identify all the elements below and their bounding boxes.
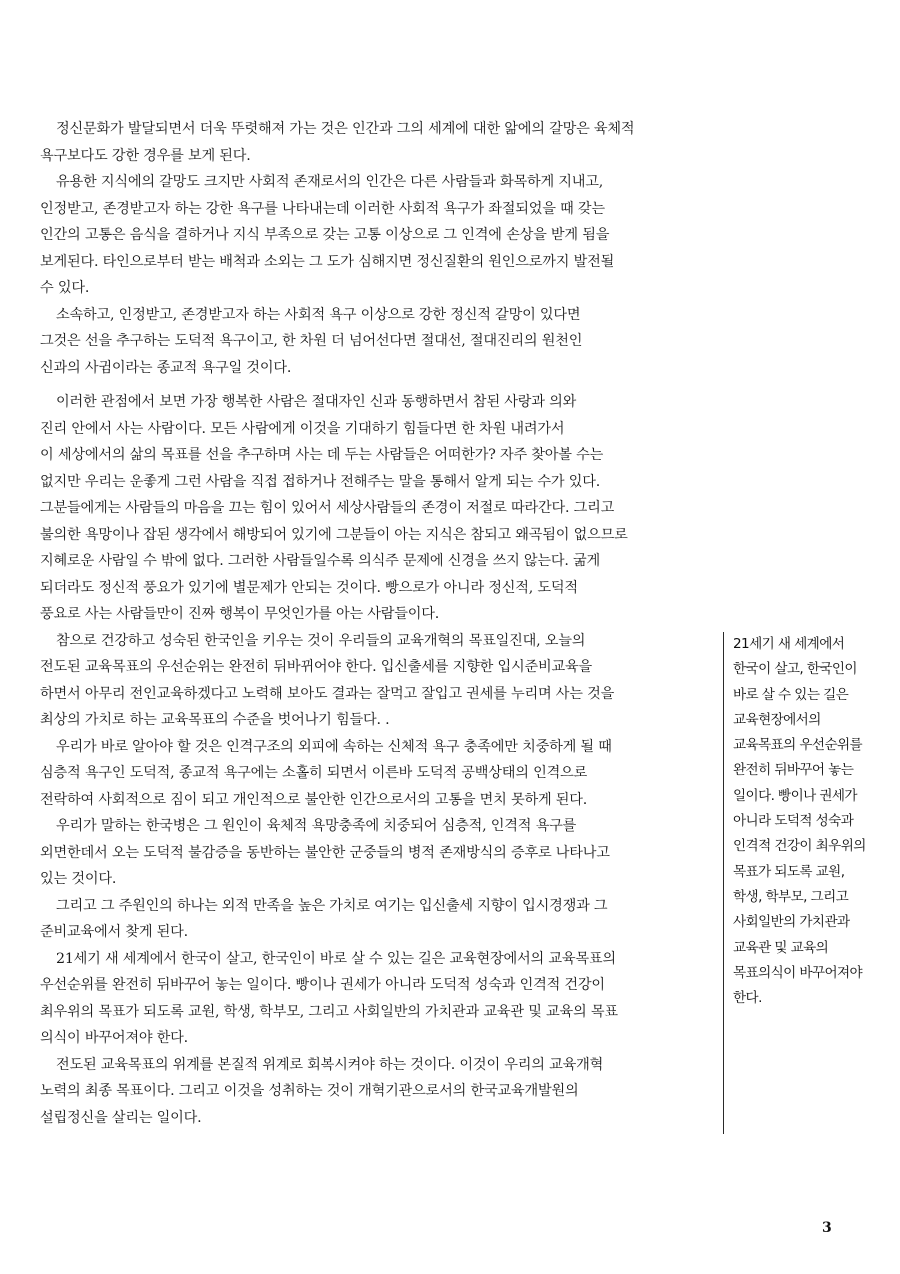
sidebar-line: 교육현장에서의 <box>733 711 821 728</box>
paragraph <box>40 946 720 1052</box>
text-line: 그분들에게는 사람들의 마음을 끄는 힘이 있어서 세상사람들의 존경이 저절로 따라간다. 그리고 <box>40 500 615 516</box>
text-line: 풍요로 사는 사람들만이 진짜 행복이 무엇인가를 아는 사람들이다. <box>40 606 440 622</box>
sidebar-line: 바로 살 수 있는 길은 <box>733 686 849 703</box>
text-line: 준비교육에서 찾게 된다. <box>40 924 188 940</box>
paragraph <box>40 1052 720 1132</box>
text-line: 유용한 지식에의 갈망도 크지만 사회적 존재로서의 인간은 다른 사람들과 화목하게 지내고, <box>56 174 604 190</box>
sidebar-line: 목표가 되도록 교원, <box>733 863 845 880</box>
paragraph <box>40 734 720 814</box>
text-line: 참으로 건강하고 성숙된 한국인을 키우는 것이 우리들의 교육개혁의 목표일진대, 오늘의 <box>56 632 586 649</box>
text-line: 진리 안에서 사는 사람이다. 모든 사람에게 이것을 기대하기 힘들다면 한 차원 내려가서 <box>40 420 565 437</box>
text-line: 우선순위를 완전히 뒤바꾸어 놓는 일이다. 빵이나 권세가 아니라 도덕적 성숙과 인격적 건강이 <box>40 977 605 993</box>
sidebar-line: 교육목표의 우선순위를 <box>733 737 863 754</box>
text-line: 되더라도 정신적 풍요가 있기에 별문제가 안되는 것이다. 빵으로가 아니라 정신적, 도덕적 <box>40 579 578 596</box>
sidebar-line: 한국이 살고, 한국인이 <box>733 661 857 678</box>
text-line: 인정받고, 존경받고자 하는 강한 욕구를 나타내는데 이러한 사회적 욕구가 좌절되었을 때 갖는 <box>40 200 605 217</box>
text-line: 의식이 바꾸어져야 한다. <box>40 1030 188 1046</box>
text-line: 21세기 새 세계에서 한국이 살고, 한국인이 바로 살 수 있는 길은 교육현장에서의 교육목표의 <box>56 950 616 967</box>
text-line: 지혜로운 사람일 수 밖에 없다. 그러한 사람들일수록 의식주 문제에 신경을 쓰지 않는다. 굶게 <box>40 553 601 569</box>
sidebar-line: 완전히 뒤바꾸어 놓는 <box>733 762 854 779</box>
page-number: 3 <box>822 1220 832 1236</box>
sidebar-line: 목표의식이 바꾸어져야 <box>733 964 863 981</box>
text-line: 있는 것이다. <box>40 871 117 887</box>
sidebar-line: 한다. <box>733 990 762 1007</box>
pull-quote-sidebar <box>733 632 883 1011</box>
text-line: 불의한 욕망이나 잡된 생각에서 해방되어 있기에 그분들이 아는 지식은 참되고 왜곡됨이 없으므로 <box>40 526 628 543</box>
text-line: 인간의 고통은 음식을 결하거나 지식 부족으로 갖는 고통 이상으로 그 인격에 손상을 받게 됨을 <box>40 227 610 243</box>
sidebar-line: 일이다. 빵이나 권세가 <box>733 787 857 804</box>
paragraph <box>40 302 720 382</box>
text-line: 이러한 관점에서 보면 가장 행복한 사람은 절대자인 신과 동행하면서 참된 사랑과 의와 <box>56 394 577 410</box>
sidebar-line: 교육관 및 교육의 <box>733 939 829 956</box>
sidebar-line: 사회일반의 가치관과 <box>733 914 850 931</box>
text-line: 그것은 선을 추구하는 도덕적 욕구이고, 한 차원 더 넘어선다면 절대선, 절대진리의 원천인 <box>40 333 583 349</box>
text-line: 설립정신을 살리는 일이다. <box>40 1109 202 1126</box>
text-line: 소속하고, 인정받고, 존경받고자 하는 사회적 욕구 이상으로 강한 정신적 갈망이 있다면 <box>56 306 581 323</box>
sidebar-line: 21세기 새 세계에서 <box>733 636 845 652</box>
paragraph <box>40 628 720 734</box>
text-line: 정신문화가 발달되면서 더욱 뚜렷해져 가는 것은 인간과 그의 세계에 대한 앎에의 갈망은 육체적 <box>56 121 635 137</box>
text-line: 외면한데서 오는 도덕적 불감증을 동반하는 불안한 군중들의 병적 존재방식의 증후로 나타나고 <box>40 844 610 861</box>
paragraph <box>40 169 720 302</box>
paragraph <box>40 116 720 169</box>
text-line: 보게된다. 타인으로부터 받는 배척과 소외는 그 도가 심해지면 정신질환의 원인으로까지 발전될 <box>40 253 615 270</box>
body-text <box>40 116 720 1131</box>
sidebar-line: 아니라 도덕적 성숙과 <box>733 813 854 830</box>
text-line: 욕구보다도 강한 경우를 보게 된다. <box>40 147 251 164</box>
text-line: 우리가 바로 알아야 할 것은 인격구조의 외피에 속하는 신체적 욕구 충족에만 치중하게 될 때 <box>56 738 612 755</box>
text-line: 우리가 말하는 한국병은 그 원인이 육체적 욕망충족에 치중되어 심층적, 인격적 욕구를 <box>56 818 577 834</box>
text-line: 최우위의 목표가 되도록 교원, 학생, 학부모, 그리고 사회일반의 가치관과 교육관 및 교육의 목표 <box>40 1003 618 1020</box>
text-line: 전락하여 사회적으로 짐이 되고 개인적으로 불안한 인간으로서의 고통을 면치 못하게 된다. <box>40 791 588 808</box>
sidebar-divider <box>723 632 724 1134</box>
text-line: 하면서 아무리 전인교육하겠다고 노력해 보아도 결과는 잘먹고 잘입고 권세를 누리며 사는 것을 <box>40 685 615 702</box>
paragraph <box>40 813 720 893</box>
text-line: 노력의 최종 목표이다. 그리고 이것을 성취하는 것이 개혁기관으로서의 한국교육개발원의 <box>40 1083 579 1099</box>
text-line: 이 세상에서의 삶의 목표를 선을 추구하며 사는 데 두는 사람들은 어떠한가? 자주 찾아볼 수는 <box>40 447 604 463</box>
text-line: 전도된 교육목표의 우선순위는 완전히 뒤바뀌어야 한다. 입신출세를 지향한 입시준비교육을 <box>40 659 592 675</box>
text-line: 신과의 사귐이라는 종교적 욕구일 것이다. <box>40 359 292 376</box>
paragraph <box>40 893 720 946</box>
sidebar-line: 인격적 건강이 최우위의 <box>733 838 866 855</box>
text-line: 없지만 우리는 운좋게 그런 사람을 직접 접하거나 전해주는 말을 통해서 알게 되는 수가 있다. <box>40 473 601 490</box>
text-line: 최상의 가치로 하는 교육목표의 수준을 벗어나기 힘들다. . <box>40 712 390 728</box>
text-line: 그리고 그 주원인의 하나는 외적 만족을 높은 가치로 여기는 입신출세 지향이 입시경쟁과 그 <box>56 897 608 914</box>
text-line: 수 있다. <box>40 280 90 296</box>
text-line: 심층적 욕구인 도덕적, 종교적 욕구에는 소홀히 되면서 이른바 도덕적 공백상태의 인격으로 <box>40 765 588 781</box>
paragraph <box>40 389 720 628</box>
sidebar-line: 학생, 학부모, 그리고 <box>733 888 849 905</box>
text-line: 전도된 교육목표의 위계를 본질적 위계로 회복시켜야 하는 것이다. 이것이 우리의 교육개혁 <box>56 1056 604 1073</box>
